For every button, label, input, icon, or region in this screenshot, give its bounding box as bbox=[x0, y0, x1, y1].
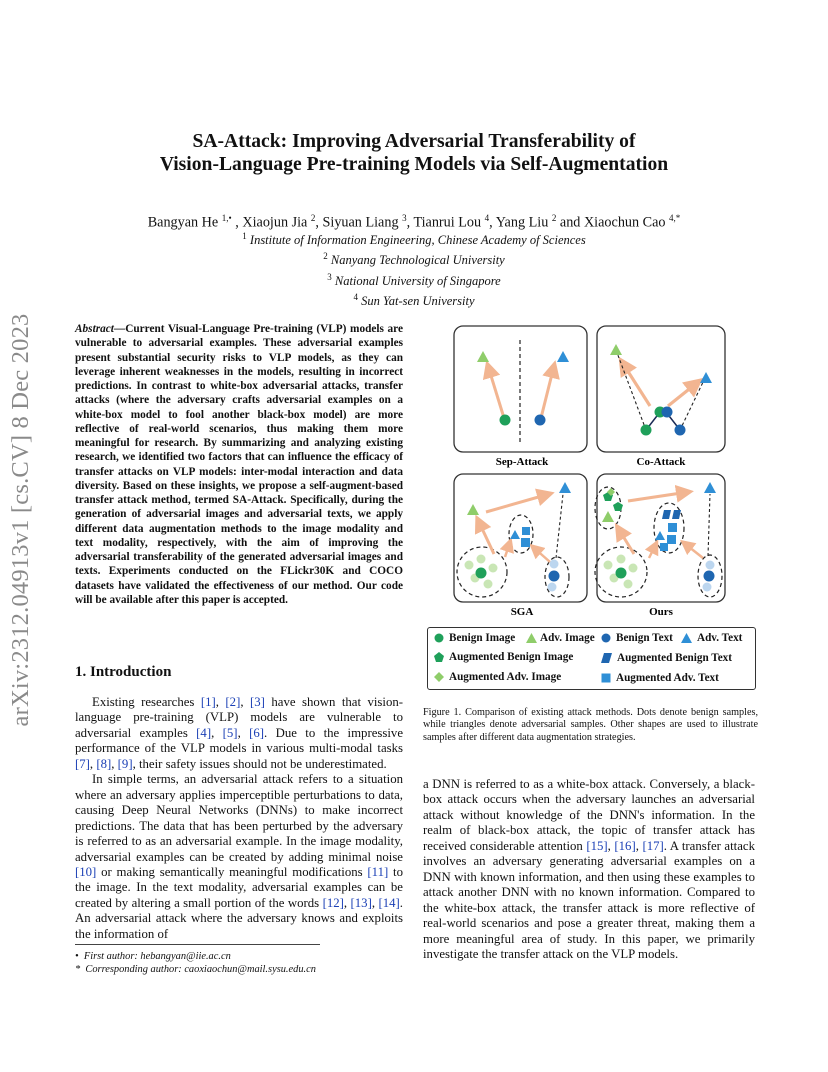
augmented-adv-text-square bbox=[660, 543, 668, 551]
citation-link[interactable]: [16] bbox=[614, 838, 636, 853]
benign-text-dot bbox=[535, 415, 546, 426]
circle-icon bbox=[434, 633, 444, 643]
adv-text-triangle bbox=[655, 531, 665, 540]
square-icon bbox=[601, 673, 611, 683]
benign-text-dot bbox=[662, 407, 673, 418]
affiliation: $^2$ Nanyang Technological University bbox=[323, 251, 505, 268]
adv-text-triangle bbox=[557, 351, 569, 362]
legend-item: Adv. Text bbox=[681, 632, 742, 644]
diamond-icon bbox=[434, 672, 444, 682]
augmented-adv-text-square bbox=[668, 523, 677, 532]
panel-sga bbox=[454, 474, 587, 602]
paragraph: Existing researches [1], [2], [3] have shown that vision-language pre-training (VLP) models are vulnerable to adversarial examples [4], [5], [6]. Due to the impressive performance of the VLP models in various multi-modal tasks [7], [8], [9], their safety issues should not be underestimated. bbox=[75, 695, 404, 771]
citation-link[interactable]: [6] bbox=[249, 725, 265, 740]
citation-link[interactable]: [7] bbox=[75, 756, 90, 771]
adv-image-triangle bbox=[602, 511, 614, 522]
author: Tianrui Lou bbox=[413, 214, 482, 231]
author: Xiaochun Cao bbox=[583, 214, 666, 231]
affiliation: $^3$ National University of Singapore bbox=[327, 271, 501, 289]
citation-link[interactable]: [9] bbox=[117, 756, 133, 771]
triangle-icon bbox=[681, 633, 692, 643]
legend-item: Adv. Image bbox=[526, 632, 595, 644]
citation-link[interactable]: [8] bbox=[96, 756, 112, 771]
legend-item: Augmented Adv. Text bbox=[601, 672, 719, 684]
legend-item: Augmented Benign Text bbox=[601, 652, 732, 664]
abstract-text: —Current Visual-Language Pre-training (VLP) models are vulnerable to adversarial examples. These adversarial examples present substantial security risks to VLP models, as they can leverage inherent weaknesses in the models, resulting in incorrect predictions. In contrast to white-box adversarial attacks, transfer attacks (where the adversary crafts adversarial examples on a white-box model to fool another black-box model) are more reflective of real-world scenarios, thus making them more meaningful for research. By summarizing and analyzing existing research, we identified two factors that can influence the efficacy of transfer attacks on VLP models: inter-modal interaction and data diversity. Based on these insights, we propose a self-augment-based transfer attack method, termed SA-Attack. Specifically, during the generation of adversarial images and adversarial texts, we apply different data augmentation methods to the image modality and text modality, respectively, with the aim of improving the adversarial transferability of the generated adversarial images and texts. Experiments conducted on the FLickr30K and COCO datasets have validated the effectiveness of our method. Our code will be available after this paper is accepted. bbox=[75, 323, 403, 606]
parallelogram-icon bbox=[601, 653, 612, 663]
adv-image-triangle bbox=[610, 344, 622, 355]
adv-image-triangle bbox=[467, 504, 479, 515]
adv-text-triangle bbox=[700, 372, 712, 383]
affiliations bbox=[90, 228, 738, 310]
augmented-benign-text-parallelogram bbox=[662, 510, 671, 519]
panel-label: Ours bbox=[649, 606, 673, 618]
section-heading: 1. Introduction bbox=[75, 664, 172, 680]
author: Siyuan Liang bbox=[322, 214, 399, 231]
author: Xiaojun Jia bbox=[242, 214, 308, 231]
affiliation: $^1$ Institute of Information Engineering, Chinese Academy of Sciences bbox=[242, 231, 586, 248]
author: Yang Liu bbox=[495, 214, 549, 231]
legend-item: Benign Image bbox=[434, 632, 515, 644]
affiliation: $^4$ Sun Yat-sen University bbox=[353, 292, 475, 309]
panel-label: Co-Attack bbox=[636, 456, 686, 468]
adv-image-triangle bbox=[477, 351, 489, 362]
intro-left-column bbox=[75, 695, 403, 942]
panel-label: SGA bbox=[510, 606, 534, 618]
title-line-2: Vision-Language Pre-training Models via Self-Augmentation bbox=[159, 154, 669, 175]
pentagon-icon bbox=[434, 652, 444, 662]
citation-link[interactable]: [14] bbox=[378, 895, 400, 910]
paragraph: In simple terms, an adversarial attack refers to a situation where an adversary applies imperceptible perturbations to data, causing Deep Neural Networks (DNNs) to make incorrect predictions. The data that has been perturbed by the adversary is referred to as an adversarial example. In the image modality, adversarial examples can be created by adding minimal noise [10] or making semantically meaningful modifications [11] to the image. In the text modality, adversarial examples can be created by altering a small portion of the words [12], [13], [14]. An adversarial attack where the adversary knows and exploits the information of bbox=[75, 772, 404, 941]
augmented-adv-text-square bbox=[522, 527, 530, 535]
legend-item: Benign Text bbox=[601, 632, 673, 644]
abstract bbox=[75, 322, 403, 607]
legend-item: Augmented Benign Image bbox=[434, 651, 573, 663]
arxiv-side-label: arXiv:2312.04913v1 [cs.CV] 8 Dec 2023 bbox=[7, 313, 34, 727]
citation-link[interactable]: [12] bbox=[322, 895, 344, 910]
benign-image-dot bbox=[500, 415, 511, 426]
citation-link[interactable]: [11] bbox=[367, 864, 389, 879]
title-line-1: SA-Attack: Improving Adversarial Transferability of bbox=[192, 131, 636, 152]
intro-right-column bbox=[423, 777, 755, 962]
footnote: * Corresponding author: caoxiaochun@mail.sysu.edu.cn bbox=[75, 964, 316, 975]
citation-link[interactable]: [13] bbox=[350, 895, 372, 910]
citation-link[interactable]: [15] bbox=[586, 838, 608, 853]
citation-link[interactable]: [10] bbox=[75, 864, 97, 879]
adv-text-triangle bbox=[704, 482, 716, 493]
figure-legend bbox=[427, 627, 756, 690]
benign-text-dot bbox=[704, 571, 715, 582]
citation-link[interactable]: [3] bbox=[250, 695, 265, 709]
benign-image-dot bbox=[641, 425, 652, 436]
augmented-adv-text-square bbox=[521, 538, 530, 547]
benign-text-dot bbox=[675, 425, 686, 436]
citation-link[interactable]: [4] bbox=[196, 725, 212, 740]
benign-text-dot bbox=[549, 571, 560, 582]
paragraph: a DNN is referred to as a white-box attack. Conversely, a black-box attack occurs when the adversary launches an adversarial attack without knowledge of the DNN's information. In the realm of black-box attack, the topic of transfer attack has received considerable attention [15], [16], [17]. A transfer attack involves an adversary generating adversarial examples on a DNN with known information, and then using these examples to attack another DNN with no known information. Compared to the white-box attack, the transfer attack is more reflective of real-world scenarios and pose a greater threat, making them a more meaningful area of study. In this paper, we primarily investigate the transfer attack on the VLP models. bbox=[423, 777, 755, 961]
triangle-icon bbox=[526, 633, 537, 643]
citation-link[interactable]: [1] bbox=[200, 695, 216, 709]
augmented-benign-text-parallelogram bbox=[672, 510, 681, 519]
figure-caption: Figure 1. Comparison of existing attack methods. Dots denote benign samples, while triangles denote adversarial samples. Other shapes are used to illustrate samples after different data augmentation strategies. bbox=[423, 707, 758, 743]
augmented-adv-text-square bbox=[667, 535, 676, 544]
adv-text-triangle bbox=[510, 530, 520, 539]
footnote: • First author: hebangyan@iie.ac.cn bbox=[75, 951, 231, 962]
paper-title bbox=[90, 130, 738, 176]
citation-link[interactable]: [17] bbox=[642, 838, 664, 853]
benign-image-dot bbox=[616, 568, 627, 579]
footnote-rule bbox=[75, 944, 320, 945]
legend-item: Augmented Adv. Image bbox=[434, 671, 561, 683]
abstract-label: Abstract bbox=[75, 323, 114, 335]
panel-label: Sep-Attack bbox=[495, 456, 549, 468]
adv-text-triangle bbox=[559, 482, 571, 493]
author: Bangyan He bbox=[147, 214, 219, 231]
citation-link[interactable]: [5] bbox=[222, 725, 238, 740]
citation-link[interactable]: [2] bbox=[225, 695, 241, 709]
footnotes bbox=[75, 950, 405, 976]
author-list: Bangyan He $^{1,•}$ , Xiaojun Jia $^2$, Siyuan Liang $^3$, Tianrui Lou $^4$, Yang Liu $^2$ and Xiaochun Cao $^{4,*}$ bbox=[147, 213, 681, 231]
benign-image-dot bbox=[476, 568, 487, 579]
circle-icon bbox=[601, 633, 611, 643]
